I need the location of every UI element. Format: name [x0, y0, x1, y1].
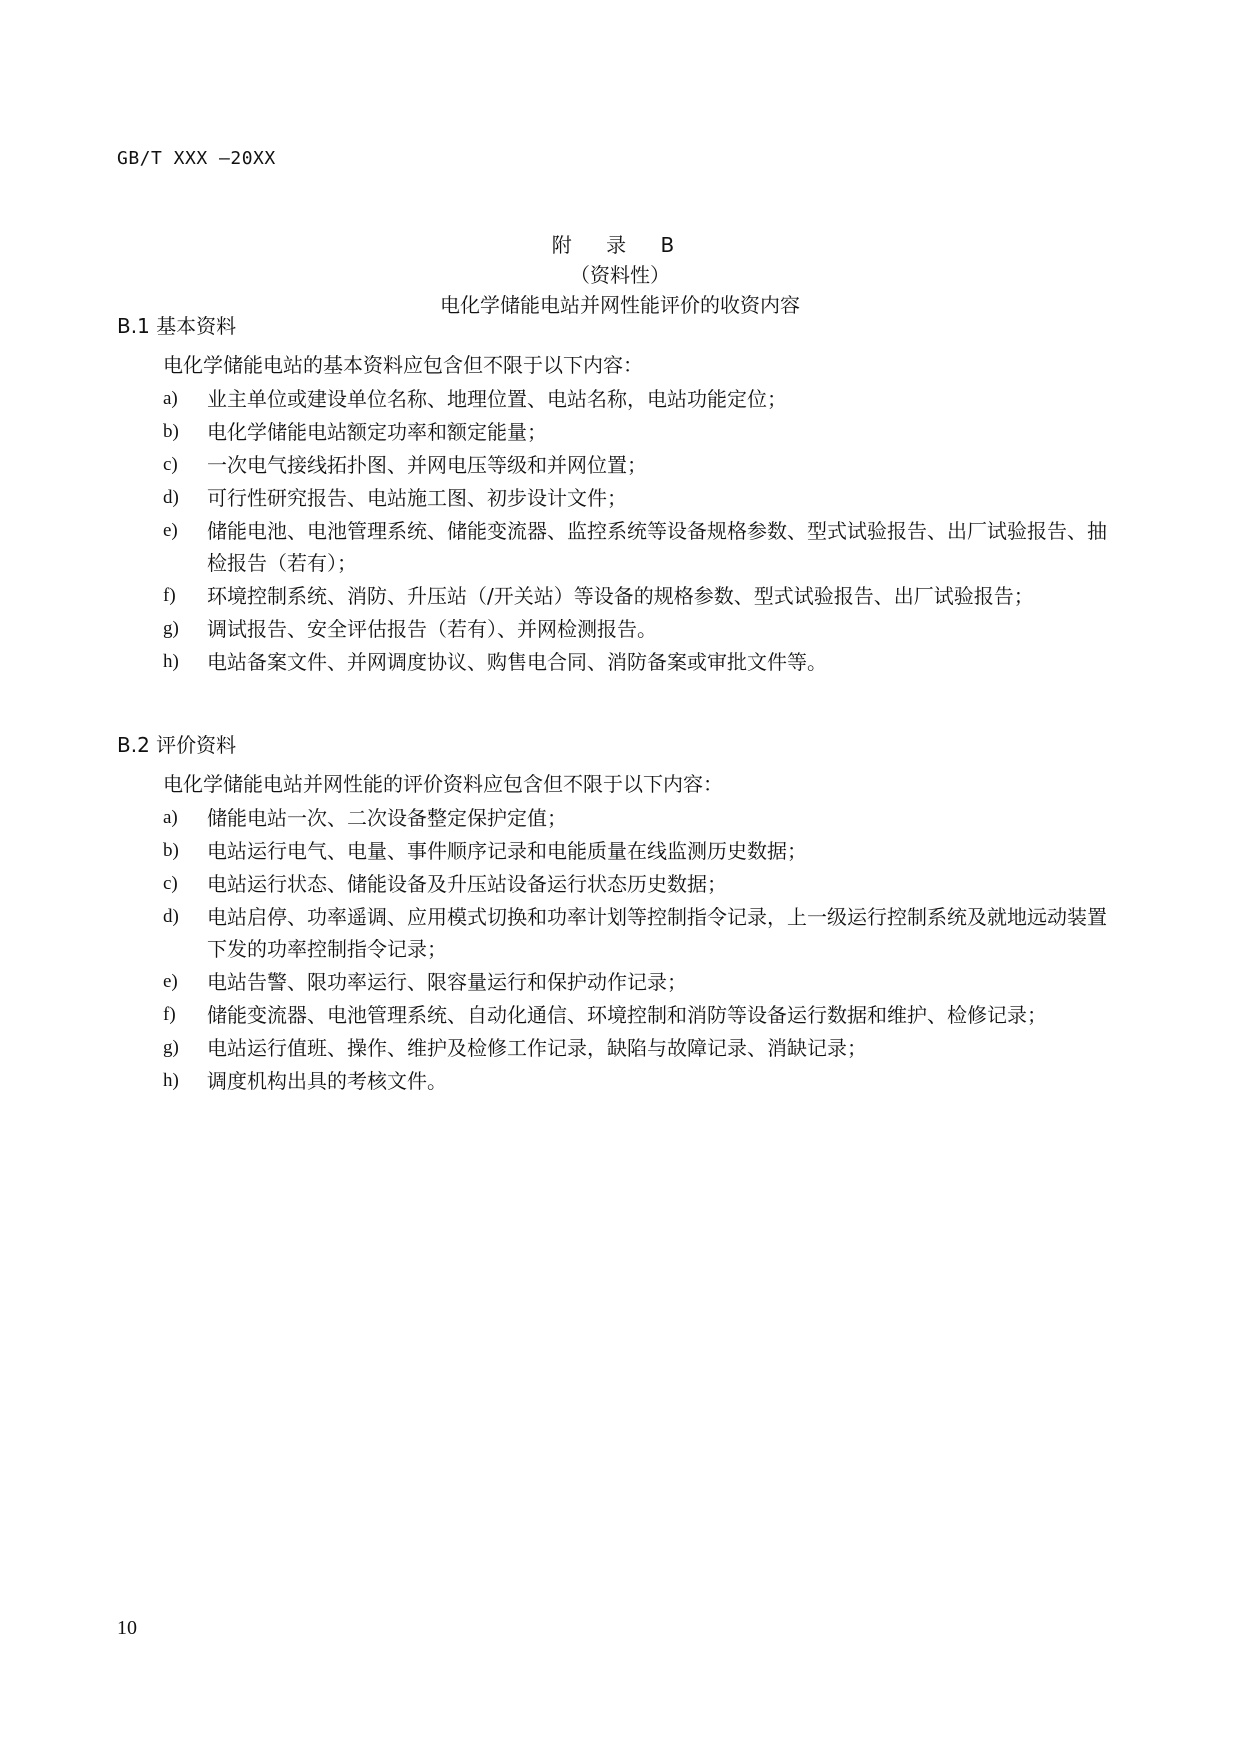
item-text: 电站启停、功率遥调、应用模式切换和功率计划等控制指令记录，上一级运行控制系统及就地远动装置下发的功率控制指令记录；	[207, 905, 1107, 961]
item-label: f)	[163, 1004, 176, 1025]
section-basic-data	[117, 311, 1117, 679]
list-item	[117, 868, 1117, 900]
item-text: 储能电站一次、二次设备整定保护定值；	[207, 806, 567, 830]
list-item	[117, 416, 1117, 448]
item-label: b)	[163, 421, 179, 442]
item-text: 一次电气接线拓扑图、并网电压等级和并网位置；	[207, 453, 647, 477]
item-label: c)	[163, 873, 178, 894]
page-number: 10	[117, 1617, 137, 1639]
list-item	[117, 482, 1117, 514]
section-evaluation-data	[117, 730, 1117, 1098]
section-intro: 电化学储能电站的基本资料应包含但不限于以下内容：	[163, 353, 643, 377]
item-text: 电站运行电气、电量、事件顺序记录和电能质量在线监测历史数据；	[207, 839, 807, 863]
list-item	[117, 449, 1117, 481]
item-text: 电站告警、限功率运行、限容量运行和保护动作记录；	[207, 970, 687, 994]
item-text: 电站运行值班、操作、维护及检修工作记录，缺陷与故障记录、消缺记录；	[207, 1036, 867, 1060]
item-text: 业主单位或建设单位名称、地理位置、电站名称，电站功能定位；	[207, 387, 787, 411]
list-item	[117, 515, 1117, 579]
list-item	[117, 1032, 1117, 1064]
item-text: 电化学储能电站额定功率和额定能量；	[207, 420, 547, 444]
item-text: 环境控制系统、消防、升压站（/开关站）等设备的规格参数、型式试验报告、出厂试验报告；	[207, 584, 1034, 608]
item-list	[117, 802, 1117, 1097]
item-text: 电站运行状态、储能设备及升压站设备运行状态历史数据；	[207, 872, 727, 896]
item-text: 调度机构出具的考核文件。	[207, 1069, 447, 1093]
item-text: 调试报告、安全评估报告（若有）、并网检测报告。	[207, 617, 657, 641]
standard-number: GB/T XXX —20XX	[117, 148, 276, 169]
item-text: 储能变流器、电池管理系统、自动化通信、环境控制和消防等设备运行数据和维护、检修记录；	[207, 1003, 1047, 1027]
item-text: 电站备案文件、并网调度协议、购售电合同、消防备案或审批文件等。	[207, 650, 827, 674]
list-item	[117, 613, 1117, 645]
section-title: B.1 基本资料	[117, 314, 237, 338]
item-label: a)	[163, 807, 178, 828]
item-label: h)	[163, 1070, 179, 1091]
list-item	[117, 802, 1117, 834]
item-label: c)	[163, 454, 178, 475]
list-item	[117, 901, 1117, 965]
item-label: g)	[163, 618, 179, 639]
item-text: 可行性研究报告、电站施工图、初步设计文件；	[207, 486, 627, 510]
item-label: e)	[163, 520, 178, 541]
annex-number: 附 录 B	[551, 233, 689, 257]
item-list	[117, 383, 1117, 678]
section-title: B.2 评价资料	[117, 733, 237, 757]
item-text: 储能电池、电池管理系统、储能变流器、监控系统等设备规格参数、型式试验报告、出厂试验报告、抽检报告（若有）；	[207, 519, 1107, 575]
list-item	[117, 835, 1117, 867]
item-label: f)	[163, 585, 176, 606]
item-label: b)	[163, 840, 179, 861]
item-label: d)	[163, 906, 179, 927]
list-item	[117, 646, 1117, 678]
list-item	[117, 966, 1117, 998]
list-item	[117, 383, 1117, 415]
section-intro: 电化学储能电站并网性能的评价资料应包含但不限于以下内容：	[163, 772, 723, 796]
list-item	[117, 999, 1117, 1031]
item-label: h)	[163, 651, 179, 672]
item-label: d)	[163, 487, 179, 508]
list-item	[117, 1065, 1117, 1097]
item-label: a)	[163, 388, 178, 409]
item-label: g)	[163, 1037, 179, 1058]
list-item	[117, 580, 1117, 612]
item-label: e)	[163, 971, 178, 992]
annex-nature: （资料性）	[570, 263, 670, 287]
annex-heading	[0, 230, 1240, 320]
annex-title: 电化学储能电站并网性能评价的收资内容	[440, 293, 800, 317]
